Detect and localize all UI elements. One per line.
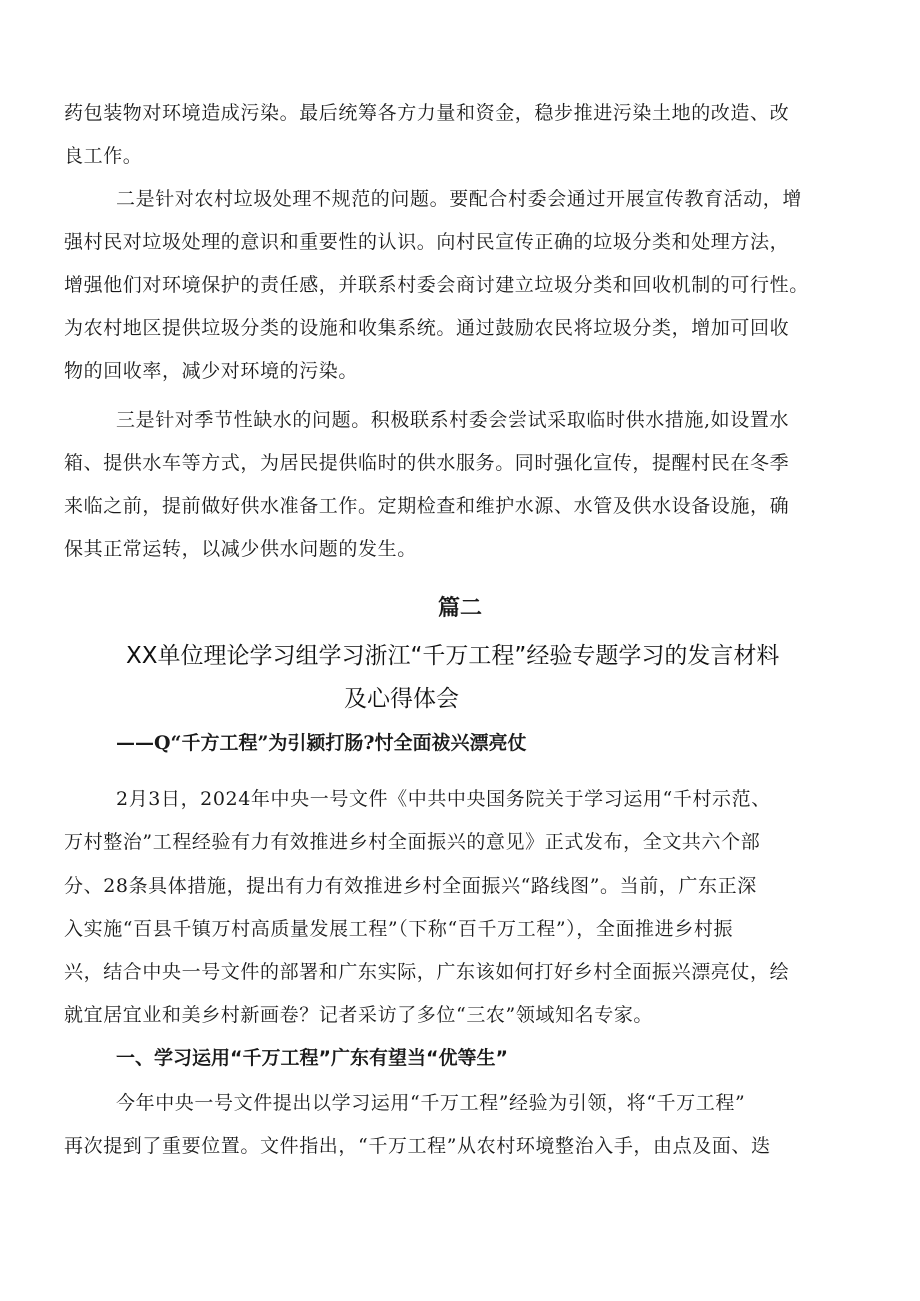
paragraph-line: 三是针对季节性缺水的问题。积极联系村委会尝试采取临时供水措施,如设置水 — [116, 409, 790, 431]
paragraph-line: 强村民对垃圾处理的意识和重要性的认识。向村民宣传正确的垃圾分类和处理方法， — [64, 231, 790, 253]
paragraph-line: 二是针对农村垃圾处理不规范的问题。要配合村委会通过开展宣传教育活动，增 — [116, 188, 803, 210]
paragraph-line: 万村整治”工程经验有力有效推进乡村全面振兴的意见》正式发布，全文共六个部 — [64, 831, 761, 853]
paragraph-line: 入实施“百县千镇万村高质量发展工程”（下称“百千万工程”），全面推进乡村振 — [64, 918, 734, 940]
paragraph-line: 来临之前，提前做好供水准备工作。定期检查和维护水源、水管及供水设备设施，确 — [64, 495, 790, 517]
document-subtitle: ——Q“千方工程”为引颍打肠?忖全面祓兴漂亮仗 — [116, 732, 527, 754]
paragraph-line: 兴，结合中央一号文件的部署和广东实际，广东该如何打好乡村全面振兴漂亮仗，绘 — [64, 961, 790, 983]
paragraph-line: 良工作。 — [64, 145, 143, 167]
paragraph-line: 为农村地区提供垃圾分类的设施和收集系统。通过鼓励农民将垃圾分类，增加可回收 — [64, 317, 790, 339]
paragraph-line: 就宜居宜业和美乡村新画卷？记者采访了多位“三农”领域知名专家。 — [64, 1004, 654, 1026]
paragraph-line: 今年中央一号文件提出以学习运用“千万工程”经验为引领，将“千万工程” — [116, 1092, 746, 1114]
section-heading: 一、学习运用“千万工程”广东有望当“优等生” — [116, 1047, 508, 1069]
section-label: 篇二 — [437, 596, 482, 621]
paragraph-line: 保其正常运转，以减少供水问题的发生。 — [64, 538, 417, 560]
paragraph-line: 药包装物对环境造成污染。最后统筹各方力量和资金，稳步推进污染土地的改造、改 — [64, 102, 790, 124]
paragraph-line: 箱、提供水车等方式，为居民提供临时的供水服务。同时强化宣传，提醒村民在冬季 — [64, 452, 790, 474]
paragraph-line: 增强他们对环境保护的责任感，并联系村委会商讨建立垃圾分类和回收机制的可行性。 — [64, 274, 809, 296]
paragraph-line: 分、28条具体措施，提出有力有效推进乡村全面振兴“路线图”。当前，广东正深 — [64, 875, 757, 897]
document-title: XX单位理论学习组学习浙江“千万工程”经验专题学习的发言材料 — [126, 643, 780, 669]
paragraph-line: 再次提到了重要位置。文件指出，“千万工程”从农村环境整治入手，由点及面、迭 — [64, 1135, 771, 1157]
paragraph-line: 物的回收率，减少对环境的污染。 — [64, 360, 359, 382]
document-title-line-2: 及心得体会 — [344, 686, 459, 712]
paragraph-line: 2月3日，2024年中央一号文件《中共中央国务院关于学习运用“千村示范、 — [116, 788, 771, 810]
